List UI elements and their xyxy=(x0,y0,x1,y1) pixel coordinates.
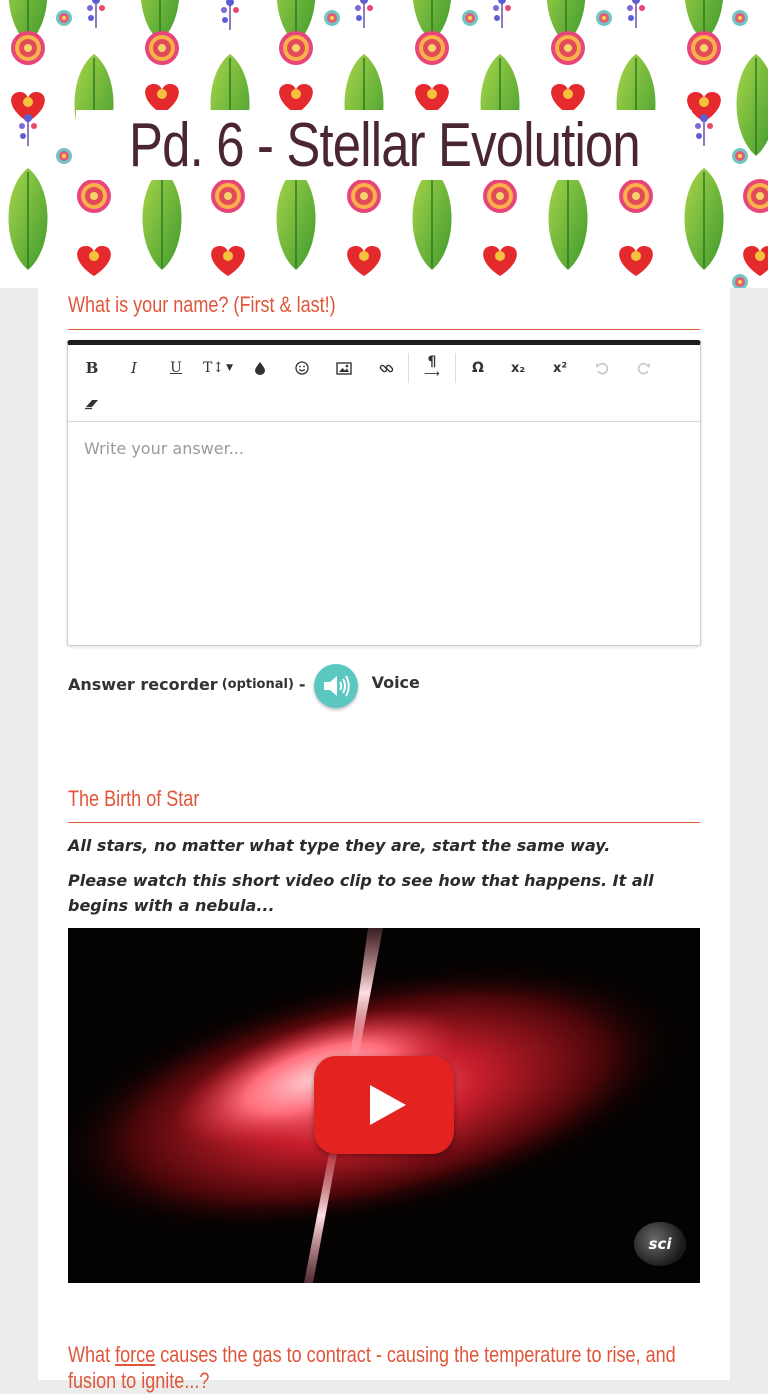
bold-icon[interactable]: B xyxy=(85,359,99,377)
recorder-label: Answer recorder xyxy=(68,674,218,694)
toolbar-separator xyxy=(408,353,409,383)
text-color-icon[interactable] xyxy=(240,351,280,385)
header-banner xyxy=(0,0,768,288)
font-size-icon: T↕ xyxy=(203,360,225,376)
paragraph-icon[interactable]: ¶ ⟶ xyxy=(424,354,440,380)
question-force-suffix: causes the gas to contract - causing the temperature to rise, and fusion to ignite...? xyxy=(68,1342,676,1393)
play-button[interactable] xyxy=(314,1056,454,1154)
subscript-icon[interactable]: x₂ xyxy=(510,360,526,376)
section-title-birth: The Birth of Star xyxy=(68,786,200,811)
question-force-keyword: force xyxy=(115,1342,156,1367)
underline-icon[interactable]: U xyxy=(170,360,182,376)
font-size-dropdown[interactable] xyxy=(198,351,238,385)
rich-text-editor xyxy=(67,340,701,646)
page-title: Pd. 6 - Stellar Evolution xyxy=(128,110,640,180)
emoji-icon[interactable] xyxy=(282,351,322,385)
eraser-icon[interactable] xyxy=(72,387,112,421)
section-divider xyxy=(68,822,700,823)
redo-icon[interactable] xyxy=(624,351,664,385)
image-icon[interactable] xyxy=(324,351,364,385)
speaker-icon xyxy=(322,674,350,698)
answer-recorder xyxy=(68,660,568,708)
recorder-optional-label: (optional) xyxy=(221,676,294,692)
voice-record-button[interactable] xyxy=(314,664,358,708)
undo-icon[interactable] xyxy=(582,351,622,385)
editor-toolbar xyxy=(68,345,700,422)
link-icon[interactable] xyxy=(366,351,406,385)
question-force-prefix: What xyxy=(68,1342,116,1367)
intro-text-line2: Please watch this short video clip to see how that happens. It all begins with a nebula... xyxy=(68,871,654,915)
intro-text-line1: All stars, no matter what type they are, start the same way. xyxy=(68,836,611,855)
question-title-force xyxy=(68,1342,701,1394)
channel-watermark: sci xyxy=(634,1222,686,1266)
video-player[interactable] xyxy=(68,928,700,1283)
italic-icon[interactable]: I xyxy=(131,359,137,377)
play-icon xyxy=(370,1085,406,1125)
chevron-down-icon: ▼ xyxy=(226,363,233,373)
special-char-icon[interactable]: Ω xyxy=(472,360,484,376)
title-band xyxy=(76,110,692,180)
recorder-dash: - xyxy=(298,674,306,694)
assignment-card xyxy=(38,288,730,1393)
answer-textarea[interactable]: Write your answer... xyxy=(84,439,244,458)
superscript-icon[interactable]: x² xyxy=(552,360,568,376)
question-divider xyxy=(68,329,700,330)
voice-label[interactable]: Voice xyxy=(371,672,420,692)
toolbar-separator xyxy=(455,353,456,383)
question-title-name: What is your name? (First & last!) xyxy=(68,292,336,317)
